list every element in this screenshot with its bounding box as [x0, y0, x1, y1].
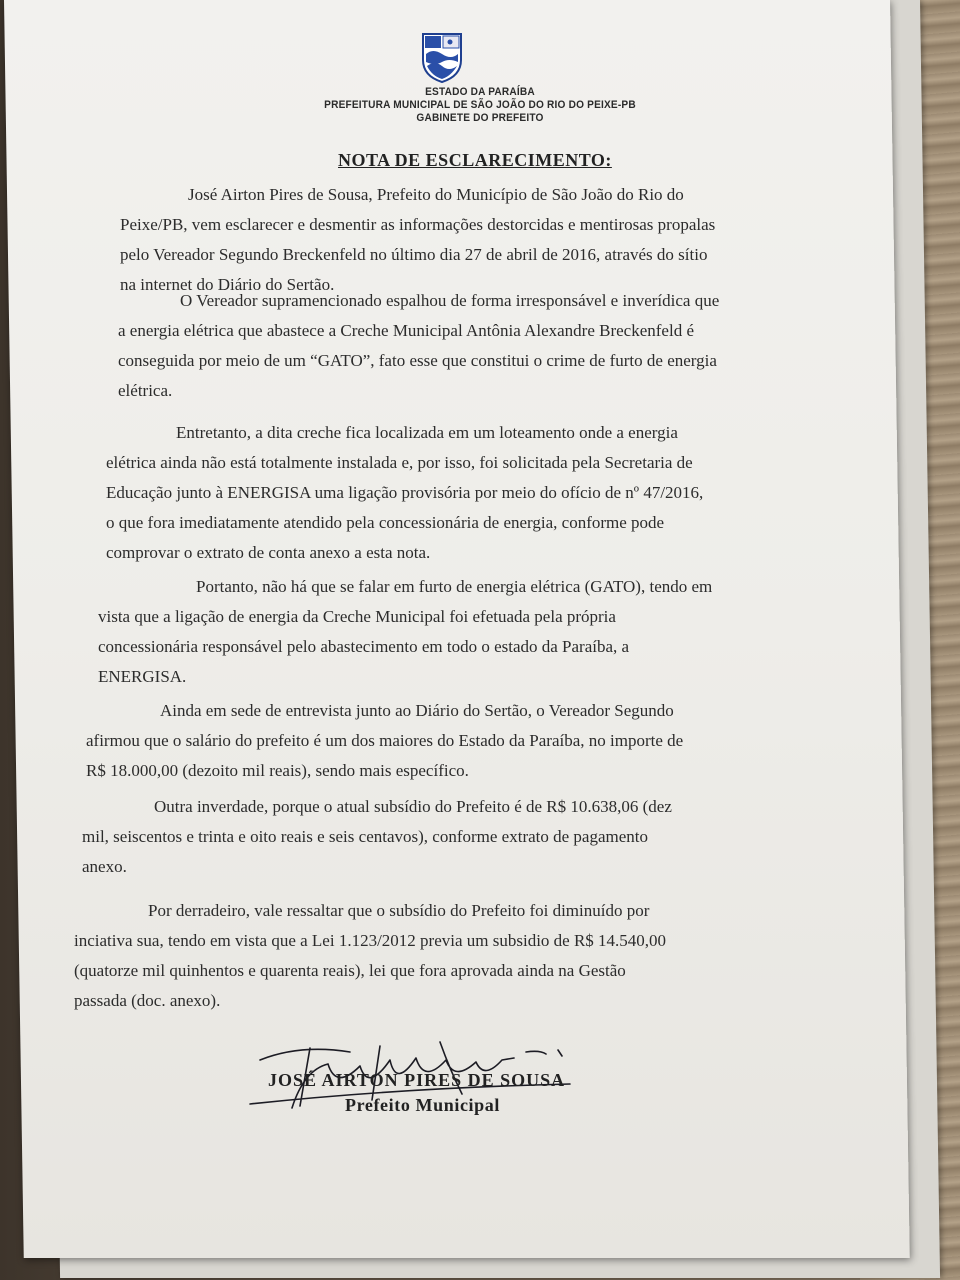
- page-title: NOTA DE ESCLARECIMENTO:: [338, 150, 612, 170]
- paragraph-line: (quatorze mil quinhentos e quarenta reais), lei que fora aprovada ainda na Gestão: [74, 961, 626, 980]
- signatory-name: JOSÉ AIRTON PIRES DE SOUSA: [268, 1070, 566, 1090]
- paragraph-line: a energia elétrica que abastece a Creche Municipal Antônia Alexandre Breckenfeld é: [118, 321, 694, 340]
- paragraph-line: concessionária responsável pelo abastecimento em todo o estado da Paraíba, a: [98, 637, 630, 656]
- paragraph-line: José Airton Pires de Sousa, Prefeito do Município de São João do Rio do: [188, 185, 684, 204]
- paragraph-line: elétrica ainda não está totalmente instalada e, por isso, foi solicitada pela Secretaria de: [106, 453, 693, 472]
- signatory-role: Prefeito Municipal: [345, 1095, 500, 1115]
- paragraph-line: na internet do Diário do Sertão.: [120, 275, 335, 294]
- paragraph-line: Outra inverdade, porque o atual subsídio do Prefeito é de R$ 10.638,06 (dez: [154, 797, 672, 816]
- paragraph-line: Por derradeiro, vale ressaltar que o subsídio do Prefeito foi diminuído por: [148, 901, 650, 920]
- paragraph-7: [74, 896, 760, 1016]
- paragraph-6: [82, 792, 758, 882]
- municipal-crest-icon: [419, 30, 465, 84]
- header-state: ESTADO DA PARAÍBA: [425, 86, 535, 98]
- paragraph-line: comprovar o extrato de conta anexo a esta nota.: [106, 543, 431, 562]
- paragraph-line: anexo.: [82, 857, 127, 876]
- header-prefecture: PREFEITURA MUNICIPAL DE SÃO JOÃO DO RIO DO PEIXE-PB: [324, 99, 636, 111]
- paragraph-line: o que fora imediatamente atendido pela concessionária de energia, conforme pode: [106, 513, 665, 532]
- paragraph-line: vista que a ligação de energia da Creche Municipal foi efetuada pela própria: [98, 607, 616, 626]
- paragraph-line: inciativa sua, tendo em vista que a Lei 1.123/2012 previa um subsidio de R$ 14.540,00: [74, 931, 667, 950]
- paragraph-4: [98, 572, 754, 692]
- paragraph-line: Peixe/PB, vem esclarecer e desmentir as informações destorcidas e mentirosas propalas: [120, 215, 716, 234]
- paragraph-line: R$ 18.000,00 (dezoito mil reais), sendo mais específico.: [86, 761, 469, 780]
- paragraph-line: conseguida por meio de um “GATO”, fato esse que constitui o crime de furto de energia: [118, 351, 717, 370]
- paragraph-line: pelo Vereador Segundo Breckenfeld no último dia 27 de abril de 2016, através do sítio: [120, 245, 708, 264]
- header-office: GABINETE DO PREFEITO: [416, 112, 544, 124]
- paragraph-line: mil, seiscentos e trinta e oito reais e seis centavos), conforme extrato de pagamento: [82, 827, 648, 846]
- paragraph-3: [106, 418, 754, 568]
- paragraph-line: Entretanto, a dita creche fica localizada em um loteamento onde a energia: [176, 423, 678, 442]
- paragraph-line: O Vereador supramencionado espalhou de forma irresponsável e inverídica que: [180, 291, 720, 310]
- paragraph-line: elétrica.: [118, 381, 173, 400]
- paragraph-line: afirmou que o salário do prefeito é um dos maiores do Estado da Paraíba, no importe de: [86, 731, 684, 750]
- paragraph-line: Ainda em sede de entrevista junto ao Diário do Sertão, o Vereador Segundo: [160, 701, 674, 720]
- paragraph-1: [120, 180, 754, 300]
- paragraph-5: [86, 696, 756, 786]
- paragraph-line: Portanto, não há que se falar em furto de energia elétrica (GATO), tendo em: [196, 577, 713, 596]
- paragraph-line: passada (doc. anexo).: [74, 991, 221, 1010]
- paragraph-line: Educação junto à ENERGISA uma ligação provisória por meio do ofício de nº 47/2016,: [106, 483, 704, 502]
- paragraph-2: [118, 286, 754, 406]
- paragraph-line: ENERGISA.: [98, 667, 187, 686]
